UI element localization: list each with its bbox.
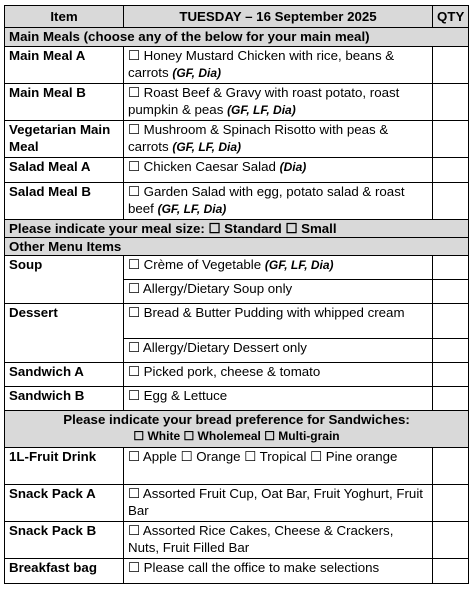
- qty-cell[interactable]: [433, 183, 469, 220]
- item-name: Salad Meal B: [5, 183, 124, 220]
- main-meals-heading: Main Meals (choose any of the below for your main meal): [5, 28, 469, 47]
- option-text: ☐ Crème of Vegetable: [128, 257, 262, 272]
- item-name: Soup: [5, 256, 124, 304]
- bread-preference-options: ☐ White ☐ Wholemeal ☐ Multi-grain: [133, 429, 340, 443]
- qty-cell[interactable]: [433, 121, 469, 158]
- date-column-header: TUESDAY – 16 September 2025: [124, 6, 433, 28]
- option-text: ☐ Egg & Lettuce: [128, 388, 228, 403]
- dietary-tags: (GF, LF, Dia): [157, 202, 227, 216]
- meal-option[interactable]: [124, 158, 433, 183]
- option-text: ☐ Allergy/Dietary Dessert only: [128, 340, 307, 355]
- dietary-tags: (GF, LF, Dia): [227, 103, 296, 117]
- item-name: Dessert: [5, 304, 124, 363]
- option-text: ☐ Apple ☐ Orange ☐ Tropical ☐ Pine orange: [128, 449, 398, 464]
- menu-row: [5, 158, 469, 183]
- qty-cell[interactable]: [433, 387, 469, 411]
- meal-option[interactable]: [124, 559, 433, 584]
- qty-cell[interactable]: [433, 304, 469, 339]
- header-row: [5, 6, 469, 28]
- meal-size-prompt[interactable]: Please indicate your meal size: ☐ Standard ☐ Small: [5, 220, 469, 238]
- option-text: ☐ Assorted Rice Cakes, Cheese & Crackers, Nuts, Fruit Filled Bar: [128, 523, 394, 555]
- item-name: Snack Pack B: [5, 522, 124, 559]
- meal-option[interactable]: [124, 84, 433, 121]
- other-items-section-row: [5, 238, 469, 256]
- option-text: ☐ Mushroom & Spinach Risotto with peas & carrots: [128, 122, 389, 154]
- option-text: ☐ Bread & Butter Pudding with whipped cream: [128, 305, 405, 320]
- menu-row: [5, 485, 469, 522]
- menu-row: [5, 304, 469, 339]
- dietary-tags: (Dia): [279, 160, 307, 174]
- meal-option[interactable]: [124, 304, 433, 339]
- item-name: Sandwich A: [5, 363, 124, 387]
- qty-cell[interactable]: [433, 448, 469, 485]
- meal-option[interactable]: [124, 121, 433, 158]
- qty-cell[interactable]: [433, 84, 469, 121]
- meal-option[interactable]: [124, 256, 433, 280]
- qty-cell[interactable]: [433, 559, 469, 584]
- meal-option[interactable]: [124, 280, 433, 304]
- menu-row: [5, 522, 469, 559]
- item-name: Salad Meal A: [5, 158, 124, 183]
- meal-option[interactable]: [124, 47, 433, 84]
- option-text: ☐ Please call the office to make selections: [128, 560, 380, 575]
- qty-cell[interactable]: [433, 339, 469, 363]
- dietary-tags: (GF, LF, Dia): [264, 258, 334, 272]
- menu-row: [5, 448, 469, 485]
- menu-row: [5, 559, 469, 584]
- item-name: Sandwich B: [5, 387, 124, 411]
- option-text: ☐ Honey Mustard Chicken with rice, beans & carrots: [128, 48, 395, 80]
- meal-option[interactable]: [124, 485, 433, 522]
- item-name: Main Meal A: [5, 47, 124, 84]
- meal-option[interactable]: [124, 387, 433, 411]
- meal-option[interactable]: [124, 183, 433, 220]
- order-form-table: [4, 5, 469, 584]
- menu-row: [5, 256, 469, 280]
- menu-row: [5, 121, 469, 158]
- item-name: Breakfast bag: [5, 559, 124, 584]
- option-text: ☐ Allergy/Dietary Soup only: [128, 281, 293, 296]
- item-name: Vegetarian Main Meal: [5, 121, 124, 158]
- option-text: ☐ Roast Beef & Gravy with roast potato, roast pumpkin & peas: [128, 85, 400, 117]
- menu-row: [5, 183, 469, 220]
- option-text: ☐ Garden Salad with egg, potato salad & roast beef: [128, 184, 405, 216]
- meal-option[interactable]: [124, 363, 433, 387]
- item-name: Snack Pack A: [5, 485, 124, 522]
- menu-row: [5, 363, 469, 387]
- item-name: Main Meal B: [5, 84, 124, 121]
- meal-option[interactable]: [124, 339, 433, 363]
- bread-preference-prompt[interactable]: [5, 411, 469, 448]
- qty-cell[interactable]: [433, 256, 469, 280]
- other-items-heading: Other Menu Items: [5, 238, 469, 256]
- option-text: ☐ Assorted Fruit Cup, Oat Bar, Fruit Yoghurt, Fruit Bar: [128, 486, 423, 518]
- main-meals-section-row: [5, 28, 469, 47]
- qty-cell[interactable]: [433, 363, 469, 387]
- menu-row: [5, 84, 469, 121]
- option-text: ☐ Chicken Caesar Salad: [128, 159, 276, 174]
- qty-cell[interactable]: [433, 280, 469, 304]
- menu-row: [5, 387, 469, 411]
- meal-option[interactable]: [124, 522, 433, 559]
- meal-option[interactable]: [124, 448, 433, 485]
- meal-size-row: [5, 220, 469, 238]
- menu-row: [5, 47, 469, 84]
- dietary-tags: (GF, Dia): [172, 66, 222, 80]
- qty-column-header: QTY: [433, 6, 469, 28]
- qty-cell[interactable]: [433, 47, 469, 84]
- item-column-header: Item: [5, 6, 124, 28]
- option-text: ☐ Picked pork, cheese & tomato: [128, 364, 321, 379]
- item-name: 1L-Fruit Drink: [5, 448, 124, 485]
- qty-cell[interactable]: [433, 485, 469, 522]
- dietary-tags: (GF, LF, Dia): [172, 140, 242, 154]
- qty-cell[interactable]: [433, 158, 469, 183]
- qty-cell[interactable]: [433, 522, 469, 559]
- bread-preference-row: [5, 411, 469, 448]
- bread-preference-heading: Please indicate your bread preference for Sandwiches:: [63, 412, 410, 427]
